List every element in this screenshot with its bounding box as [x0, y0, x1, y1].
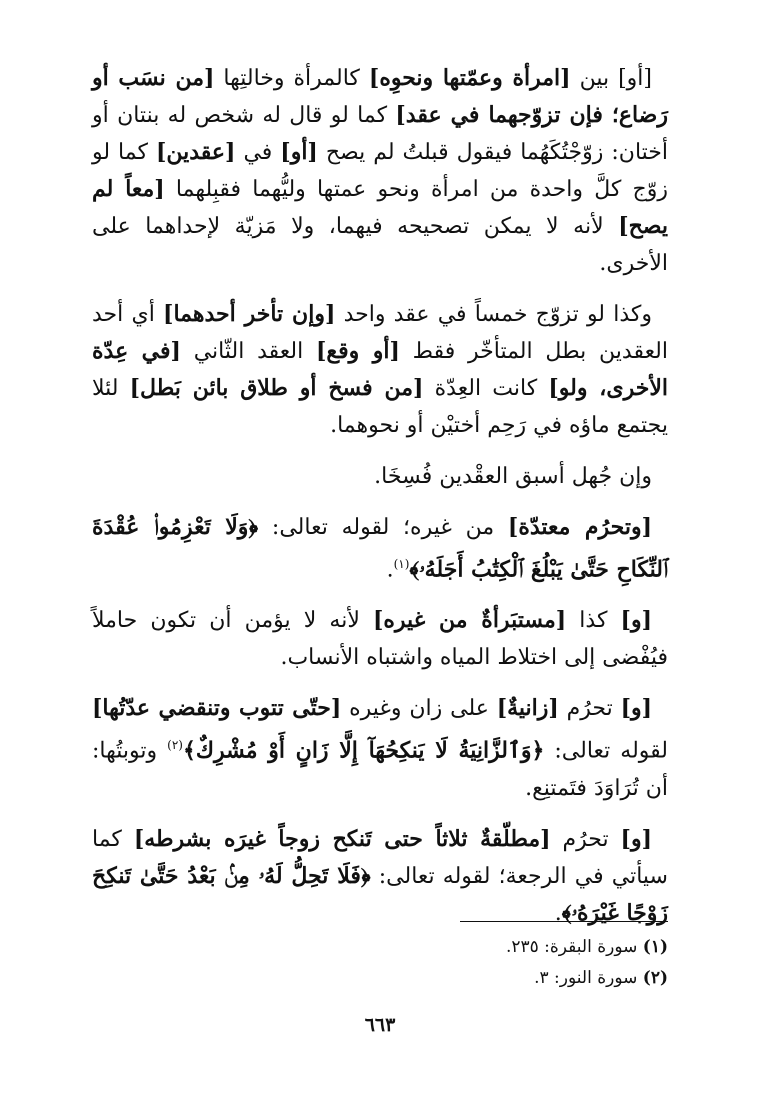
footnote-1-text: سورة البقرة: ٢٣٥. [505, 937, 638, 957]
text-run: وتوبتُها: أن تُرَاوَدَ فتَمتنِع. [92, 738, 668, 801]
bold-run: [معاً لم يصح] [92, 176, 668, 239]
paragraph-1 [92, 60, 668, 282]
footnote-separator [460, 921, 668, 922]
text-run: لقوله تعالى: [544, 738, 669, 764]
text-run: . [386, 557, 394, 583]
bold-run: [زانيةٌ] [496, 695, 559, 722]
footnote-ref: (٢) [167, 738, 183, 753]
bold-run: [امرأة وعمّتها ونحوِه] [368, 65, 571, 91]
text-run: أي أحد العقدين بطل المتأخّر فقط [92, 302, 668, 364]
bold-run: [وإن تأخر أحدهما] [163, 301, 336, 327]
bold-run: [من نسَب أو رَضاع؛ فإن تزوّجهما في عقد] [92, 65, 668, 128]
text-run: كانت العِدّة [423, 376, 549, 401]
text-run: تحرُم [550, 826, 621, 852]
text-run: كما سيأتي في الرجعة؛ لقوله تعالى: [92, 826, 668, 889]
footnotes [92, 932, 668, 994]
bold-run: ﴿وَٱلزَّانِيَةُ لَا يَنكِحُهَآ إِلَّا زَانٍ أَوْ مُشْرِكٌ﴾ [182, 737, 545, 764]
text-run: كما لو قال له شخص له بنتان أو أختان: زوّجْتُكَهُما فيقول قبلتُ لم يصح [92, 103, 669, 165]
footnote-1-number: (١) [642, 937, 668, 957]
text-run: لئلا يجتمع ماؤه في رَحِم أختيْن أو نحوهما. [92, 376, 668, 438]
text-run: لأنه لا يمكن تصحيحه فيهما، ولا مَزيّة لإحداهما على الأخرى. [92, 214, 668, 276]
bold-run: [من فسخ أو طلاق بائن بَطل] [129, 375, 424, 401]
text-run: كالمرأة وخالتِها [214, 66, 369, 91]
bold-run: ﴿فَلَا تَحِلُّ لَهُۥ مِنۢ بَعْدُ حَتَّىٰ تَنكِحَ زَوْجًا غَيْرَهُۥ﴾ [92, 862, 668, 926]
paragraph-6 [92, 690, 668, 806]
bold-run: [عقدين] [155, 139, 236, 165]
bold-run: [أو وقع] [316, 338, 400, 364]
bold-run: ﴿وَلَا تَعْزِمُوا۟ عُقْدَةَ ٱلنِّكَاحِ حَتَّىٰ يَبْلُغَ ٱلْكِتَٰبُ أَجَلَهُۥ﴾ [92, 514, 668, 583]
footnote-2 [92, 963, 668, 994]
bold-run: [مطلّقةٌ ثلاثاً حتى تَنكح زوجاً غيرَه بشرطه] [133, 825, 551, 852]
text-run: وإن جُهل أسبق العقْدين فُسِخَا. [374, 464, 652, 489]
paragraph-4 [92, 509, 668, 588]
bold-run: [و] [620, 825, 652, 852]
footnote-ref: (١) [393, 557, 410, 571]
text-run: على زان وغيره [341, 696, 497, 722]
text-run: لأنه لا يؤمن أن تكون حاملاً فيُفْضى إلى اختلاط المياه واشتباه الأنساب. [92, 608, 668, 671]
bold-run: [حتّى تتوب وتنقضي عدّتُها] [92, 695, 342, 722]
text-run: في [235, 140, 281, 165]
text-run: العقد الثّاني [180, 339, 317, 364]
bold-run: [و] [620, 607, 652, 634]
bold-run: [وتحرُم معتدّة] [507, 514, 652, 540]
main-text [92, 60, 668, 932]
paragraph-7 [92, 821, 668, 932]
page-number: ٦٦٣ [364, 1014, 396, 1036]
text-run: وكذا لو تزوّج خمساً في عقد واحد [335, 302, 652, 327]
text-run: تحرُم [558, 696, 621, 722]
text-run: من غيره؛ لقوله تعالى: [258, 515, 508, 540]
bold-run: [مستبَرأةٌ من غيره] [372, 607, 567, 634]
footnote-1 [92, 932, 668, 963]
paragraph-3 [92, 458, 668, 495]
bold-run: [أو] [280, 139, 318, 165]
bold-run: [في عِدّة الأخرى، ولو] [92, 338, 669, 401]
text-run: [أو] بين [570, 66, 652, 91]
text-run: كما لو زوّج كلَّ واحدة من امرأة ونحو عمتها وليُّهما فقبِلهما [92, 140, 668, 202]
bold-run: [و] [620, 695, 653, 722]
footnote-2-text: سورة النور: ٣. [534, 968, 638, 988]
paragraph-5 [92, 602, 668, 676]
paragraph-2 [92, 296, 668, 444]
text-run: كذا [566, 608, 621, 634]
footnote-2-number: (٢) [642, 968, 668, 988]
text-run: . [554, 900, 562, 926]
